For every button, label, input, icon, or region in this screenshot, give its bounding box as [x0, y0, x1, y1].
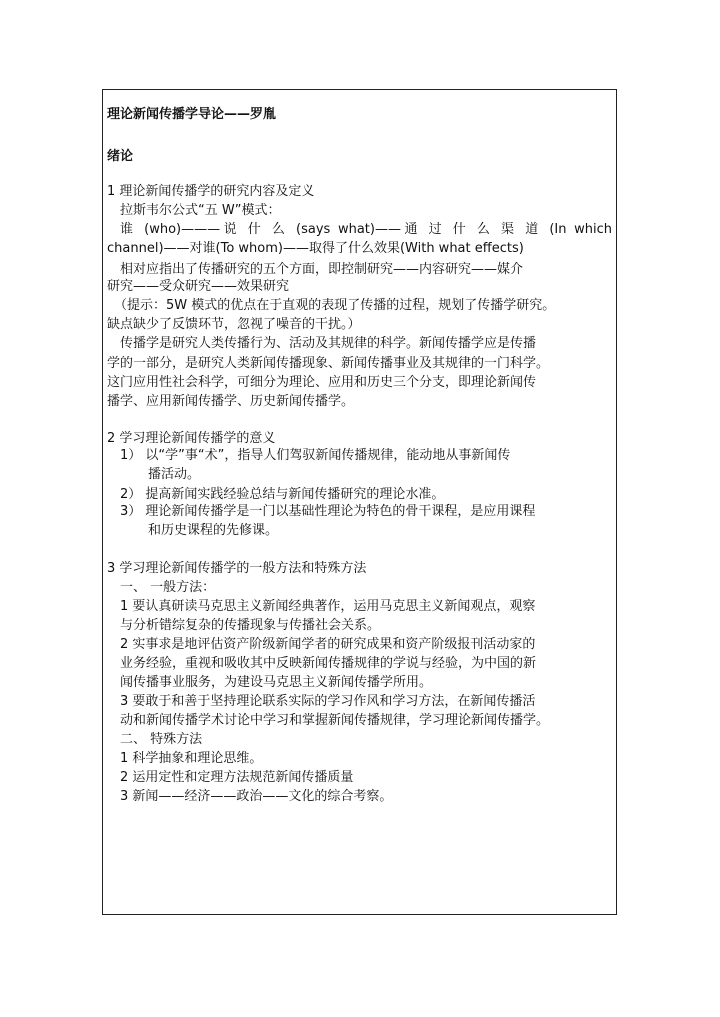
special-method-3: 3 新闻——经济——政治——文化的综合考察。	[120, 789, 393, 804]
general-methods-heading: 一、 一般方法：	[120, 580, 216, 595]
note-line-2: 缺点缺少了反馈环节，忽视了噪音的干扰。）	[107, 317, 361, 332]
special-method-1: 1 科学抽象和理论思维。	[120, 751, 263, 766]
general-method-3-line-1: 3 要敢于和善于坚持理论联系实际的学习作风和学习方法，在新闻传播活	[120, 694, 536, 709]
note-line-1: （提示：5W 模式的优点在于直观的表现了传播的过程，规划了传播学研究。	[114, 298, 556, 313]
correspondence-line-2: 研究——受众研究——效果研究	[107, 279, 290, 294]
special-methods-heading: 二、 特殊方法	[120, 732, 203, 747]
formula-line-2: channel)——对谁(To whom)——取得了什么效果(With what effects)	[107, 241, 524, 256]
formula-line-1: 谁 (who)———说 什 么 (says what)——通 过 什 么 渠 道 (In which	[120, 222, 612, 237]
intro-heading: 绪论	[107, 149, 134, 164]
section-3-heading: 3 学习理论新闻传播学的一般方法和特殊方法	[107, 561, 367, 576]
correspondence-line-1: 相对应指出了传播研究的五个方面，即控制研究——内容研究——媒介	[120, 262, 524, 277]
meaning-item-1-line-2: 播活动。	[148, 467, 201, 482]
special-method-2: 2 运用定性和定理方法规范新闻传播质量	[120, 770, 354, 785]
general-method-2-line-2: 业务经验，重视和吸收其中反映新闻传播规律的学说与经验，为中国的新	[120, 656, 537, 671]
section-2-heading: 2 学习理论新闻传播学的意义	[107, 431, 276, 446]
meaning-item-1-line-1: 1） 以“学”事“术”，指导人们驾驭新闻传播规律，能动地从事新闻传	[120, 448, 511, 463]
formula-intro: 拉斯韦尔公式“五 W”模式：	[120, 203, 281, 218]
general-method-2-line-3: 闻传播事业服务，为建设马克思主义新闻传播学所用。	[120, 675, 433, 690]
section-1-heading: 1 理论新闻传播学的研究内容及定义	[107, 184, 315, 199]
definition-line-4: 播学、应用新闻传播学、历史新闻传播学。	[107, 394, 355, 409]
general-method-2-line-1: 2 实事求是地评估资产阶级新闻学者的研究成果和资产阶级报刊活动家的	[120, 637, 536, 652]
meaning-item-2: 2） 提高新闻实践经验总结与新闻传播研究的理论水准。	[120, 487, 445, 502]
general-method-1-line-1: 1 要认真研读马克思主义新闻经典著作，运用马克思主义新闻观点，观察	[120, 599, 536, 614]
definition-line-1: 传播学是研究人类传播行为、活动及其规律的科学。新闻传播学应是传播	[120, 336, 537, 351]
general-method-3-line-2: 动和新闻传播学术讨论中学习和掌握新闻传播规律，学习理论新闻传播学。	[120, 713, 550, 728]
general-method-1-line-2: 与分析错综复杂的传播现象与传播社会关系。	[120, 618, 381, 633]
doc-title: 理论新闻传播学导论——罗胤	[107, 107, 277, 122]
meaning-item-3-line-2: 和历史课程的先修课。	[148, 523, 279, 538]
meaning-item-3-line-1: 3） 理论新闻传播学是一门以基础性理论为特色的骨干课程，是应用课程	[120, 504, 536, 519]
definition-line-3: 这门应用性社会科学，可细分为理论、应用和历史三个分支，即理论新闻传	[107, 375, 537, 390]
definition-line-2: 学的一部分，是研究人类新闻传播现象、新闻传播事业及其规律的一门科学。	[107, 356, 550, 371]
